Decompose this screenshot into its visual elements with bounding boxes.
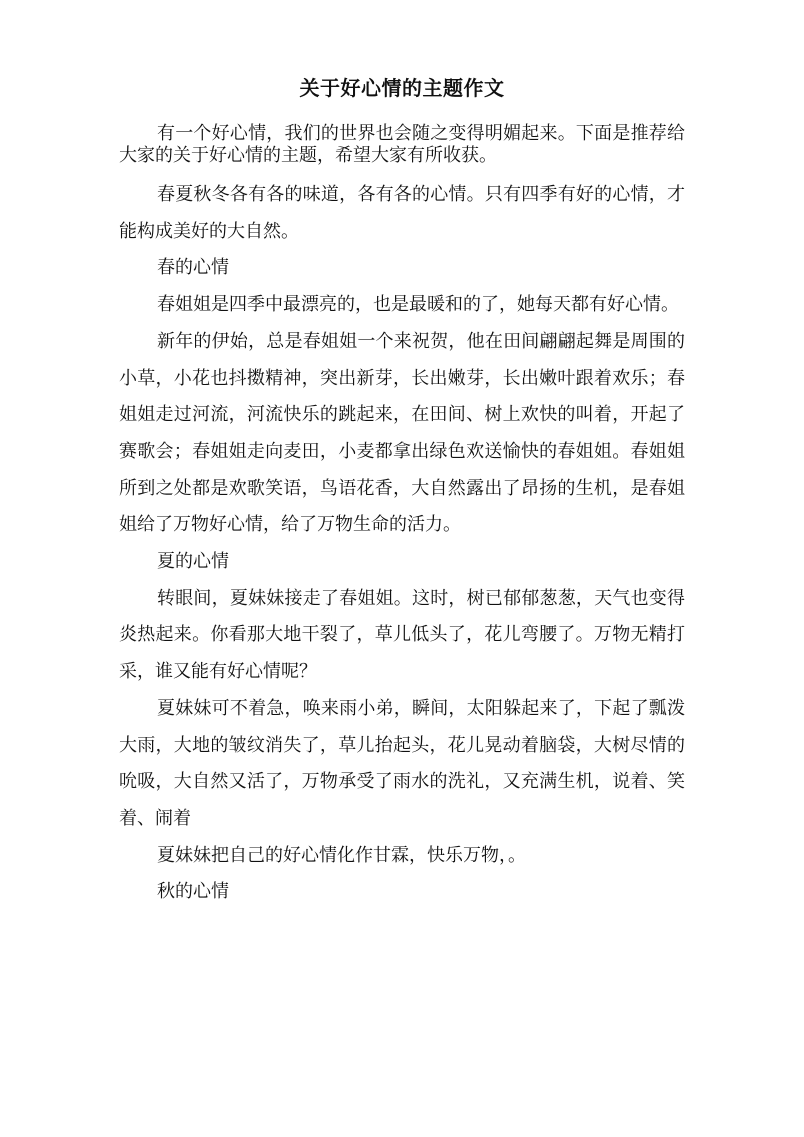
heading-autumn: 秋的心情 xyxy=(157,881,229,903)
paragraph-intro: 有一个好心情，我们的世界也会随之变得明媚起来。下面是推荐给大家的关于好心情的主题，希望大家有所收获。 xyxy=(119,123,685,166)
paragraph-summer-1: 转眼间，夏妹妹接走了春姐姐。这时，树已郁郁葱葱，天气也变得炎热起来。你看那大地干裂了，草儿低头了，花儿弯腰了。万物无精打采，谁又能有好心情呢？ xyxy=(119,587,685,683)
heading-summer: 夏的心情 xyxy=(157,551,229,573)
paragraph-seasons: 春夏秋冬各有各的味道，各有各的心情。只有四季有好的心情，才能构成美好的大自然。 xyxy=(119,184,685,242)
paragraph-spring-1: 春姐姐是四季中最漂亮的，也是最暖和的了，她每天都有好心情。 xyxy=(157,294,679,316)
paragraph-summer-3: 夏妹妹把自己的好心情化作甘霖，快乐万物，。 xyxy=(157,844,526,866)
paragraph-spring-2: 新年的伊始，总是春姐姐一个来祝贺，他在田间翩翩起舞是周围的小草，小花也抖擞精神，突出新芽，长出嫩芽，长出嫩叶跟着欢乐；春姐姐走过河流，河流快乐的跳起来，在田间、树上欢快的叫着，开起了赛歌会；春姐姐走向麦田，小麦都拿出绿色欢送愉快的春姐姐。春姐姐所到之处都是欢歌笑语，鸟语花香，大自然露出了昂扬的生机，是春姐姐给了万物好心情，给了万物生命的活力。 xyxy=(119,330,685,536)
document-title: 关于好心情的主题作文 xyxy=(299,76,505,100)
heading-spring: 春的心情 xyxy=(157,257,229,279)
document-body xyxy=(119,116,685,911)
paragraph-summer-2: 夏妹妹可不着急，唤来雨小弟，瞬间，太阳躲起来了，下起了瓢泼大雨，大地的皱纹消失了，草儿抬起头，花儿晃动着脑袋，大树尽情的吮吸，大自然又活了，万物承受了雨水的洗礼，又充满生机，说着、笑着、闹着 xyxy=(119,697,685,829)
